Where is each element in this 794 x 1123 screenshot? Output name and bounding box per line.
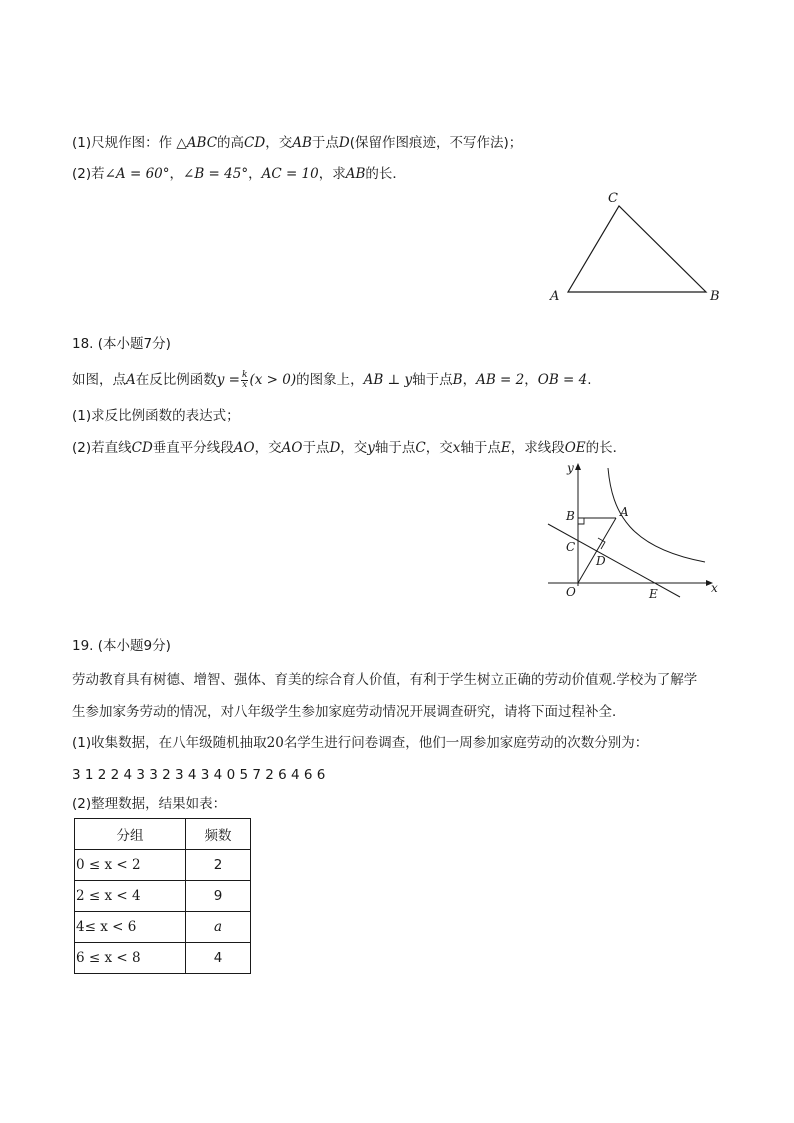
header-group: 分组	[75, 819, 186, 850]
q17-sep: ，	[169, 166, 184, 182]
fig-label-a: A	[620, 505, 629, 519]
count-cell: 4	[186, 943, 251, 974]
y-axis-arrow	[575, 463, 581, 470]
q18-part2-post: 的长．	[585, 440, 627, 456]
q18-intro-text: 轴于点	[412, 372, 453, 388]
q17-part1	[72, 133, 522, 153]
q19-data-line: 3 1 2 2 4 3 3 2 3 4 3 4 0 5 7 2 6 4 6 6	[72, 767, 326, 783]
q19-part1-text: 名学生进行问卷调查，他们一周参加家庭劳动的次数分别为：	[283, 735, 649, 751]
q18-heading: 18. (本小题7分)	[72, 336, 171, 352]
q17-sep: ，	[248, 166, 262, 182]
q19-sample-size: 20	[266, 735, 284, 751]
fig-label-o: O	[566, 585, 576, 599]
q18-part2-text: ，交	[425, 440, 453, 456]
q18-point-e: E	[500, 440, 511, 456]
q18-point-c: C	[415, 440, 426, 456]
fraction-numerator: k	[241, 369, 248, 380]
q18-intro-text: 的图象上，	[296, 372, 364, 388]
q18-part2-text: 轴于点	[460, 440, 501, 456]
fig-label-d: D	[596, 554, 606, 568]
q18-part2-text: (2)若直线	[72, 440, 132, 456]
q18-cd: CD	[131, 440, 153, 456]
segment-oa	[578, 518, 616, 583]
q17-angle-a: ∠A = 60°	[104, 166, 170, 182]
fig-label-b: B	[566, 509, 575, 523]
triangle-label-b: B	[710, 289, 720, 304]
q18-point-a: A	[126, 372, 136, 388]
fraction-denominator: x	[242, 379, 248, 390]
q18-part2-text: ，求线段	[510, 440, 565, 456]
q19-part1	[72, 733, 648, 753]
q18-perp: AB ⊥ y	[363, 372, 413, 388]
q18-ob: OB = 4	[537, 372, 588, 388]
q18-fraction-k-over-x	[241, 371, 248, 390]
range-cell: 6 ≤ x < 8	[75, 943, 186, 974]
q18-point-b: B	[452, 372, 463, 388]
q17-part2-post: 的长．	[365, 166, 406, 182]
q18-part2-text: 垂直平分线段	[152, 440, 234, 456]
triangle-abc	[568, 206, 706, 292]
hyperbola-figure	[540, 458, 730, 606]
q17-text: ，求	[318, 166, 346, 182]
q18-point-d: D	[329, 440, 341, 456]
q17-part2	[72, 164, 406, 184]
frequency-table	[74, 818, 251, 974]
triangle-label-a: A	[550, 289, 560, 304]
table-row	[75, 943, 251, 974]
range-cell: 4≤ x < 6	[75, 912, 186, 943]
q17-part1-ab: AB	[292, 135, 312, 151]
fig-label-e: E	[649, 587, 658, 601]
q19-paragraph-line1: 劳动教育具有树德、增智、强体、育美的综合育人价值，有利于学生树立正确的劳动价值观.学校为了解学	[72, 672, 698, 688]
q18-part2	[72, 438, 626, 458]
header-frequency: 频数	[186, 819, 251, 850]
q18-ao: AO	[233, 440, 255, 456]
q17-part2-pre: (2)若	[72, 166, 105, 182]
fig-label-y: y	[567, 461, 574, 475]
q17-part1-d: D	[338, 135, 350, 151]
fig-label-c: C	[566, 540, 576, 554]
table-row	[75, 881, 251, 912]
q18-part2-text: ，交	[340, 440, 368, 456]
q19-heading: 19. (本小题9分)	[72, 638, 171, 654]
q18-intro	[72, 370, 592, 390]
q18-sep: ，	[524, 372, 538, 388]
q19-part1-text: (1)收集数据，在八年级随机抽取	[72, 735, 267, 751]
count-cell: a	[186, 912, 251, 943]
q18-ao: AO	[281, 440, 303, 456]
triangle-label-c: C	[608, 191, 618, 206]
q19-paragraph-line2: 生参加家务劳动的情况，对八年级学生参加家庭劳动情况开展调查研究，请将下面过程补全．	[72, 704, 626, 720]
q18-y-equals: y =	[216, 372, 240, 388]
q17-part1-text: 于点	[311, 135, 339, 151]
q17-part1-text: ，交	[265, 135, 293, 151]
q18-sep: ，	[462, 372, 477, 388]
table-row	[75, 912, 251, 943]
q18-period: .	[587, 372, 592, 388]
range-cell: 0 ≤ x < 2	[75, 850, 186, 881]
q18-part1: (1)求反比例函数的表达式；	[72, 408, 240, 424]
triangle-figure	[540, 186, 730, 306]
q18-part2-text: 于点	[302, 440, 330, 456]
table-header-row	[75, 819, 251, 850]
q18-intro-text: 如图，点	[72, 372, 126, 388]
q17-part1-text: 的高	[217, 135, 245, 151]
right-angle-b	[578, 518, 584, 524]
q19-part2: (2)整理数据，结果如表：	[72, 796, 227, 812]
q18-oe: OE	[564, 440, 586, 456]
count-cell: 2	[186, 850, 251, 881]
range-cell: 2 ≤ x < 4	[75, 881, 186, 912]
q18-part2-text: ，交	[254, 440, 282, 456]
q18-condition: (x > 0)	[249, 372, 297, 388]
count-cell: 9	[186, 881, 251, 912]
q17-angle-b: ∠B = 45°	[183, 166, 249, 182]
q17-part1-cd: CD	[244, 135, 266, 151]
q18-y: y	[367, 440, 375, 456]
q18-ab: AB = 2	[476, 372, 525, 388]
q17-part1-triangle: ABC	[186, 135, 218, 151]
q17-part1-pre: (1)尺规作图：作 △	[72, 135, 187, 151]
q17-ab: AB	[345, 166, 366, 182]
q18-part2-text: 轴于点	[374, 440, 416, 456]
q17-part1-post: (保留作图痕迹，不写作法)；	[349, 135, 523, 151]
fig-label-x: x	[711, 581, 718, 595]
q18-x: x	[452, 440, 461, 456]
q17-ac: AC = 10	[261, 166, 319, 182]
table-row	[75, 850, 251, 881]
q18-intro-text: 在反比例函数	[135, 372, 217, 388]
